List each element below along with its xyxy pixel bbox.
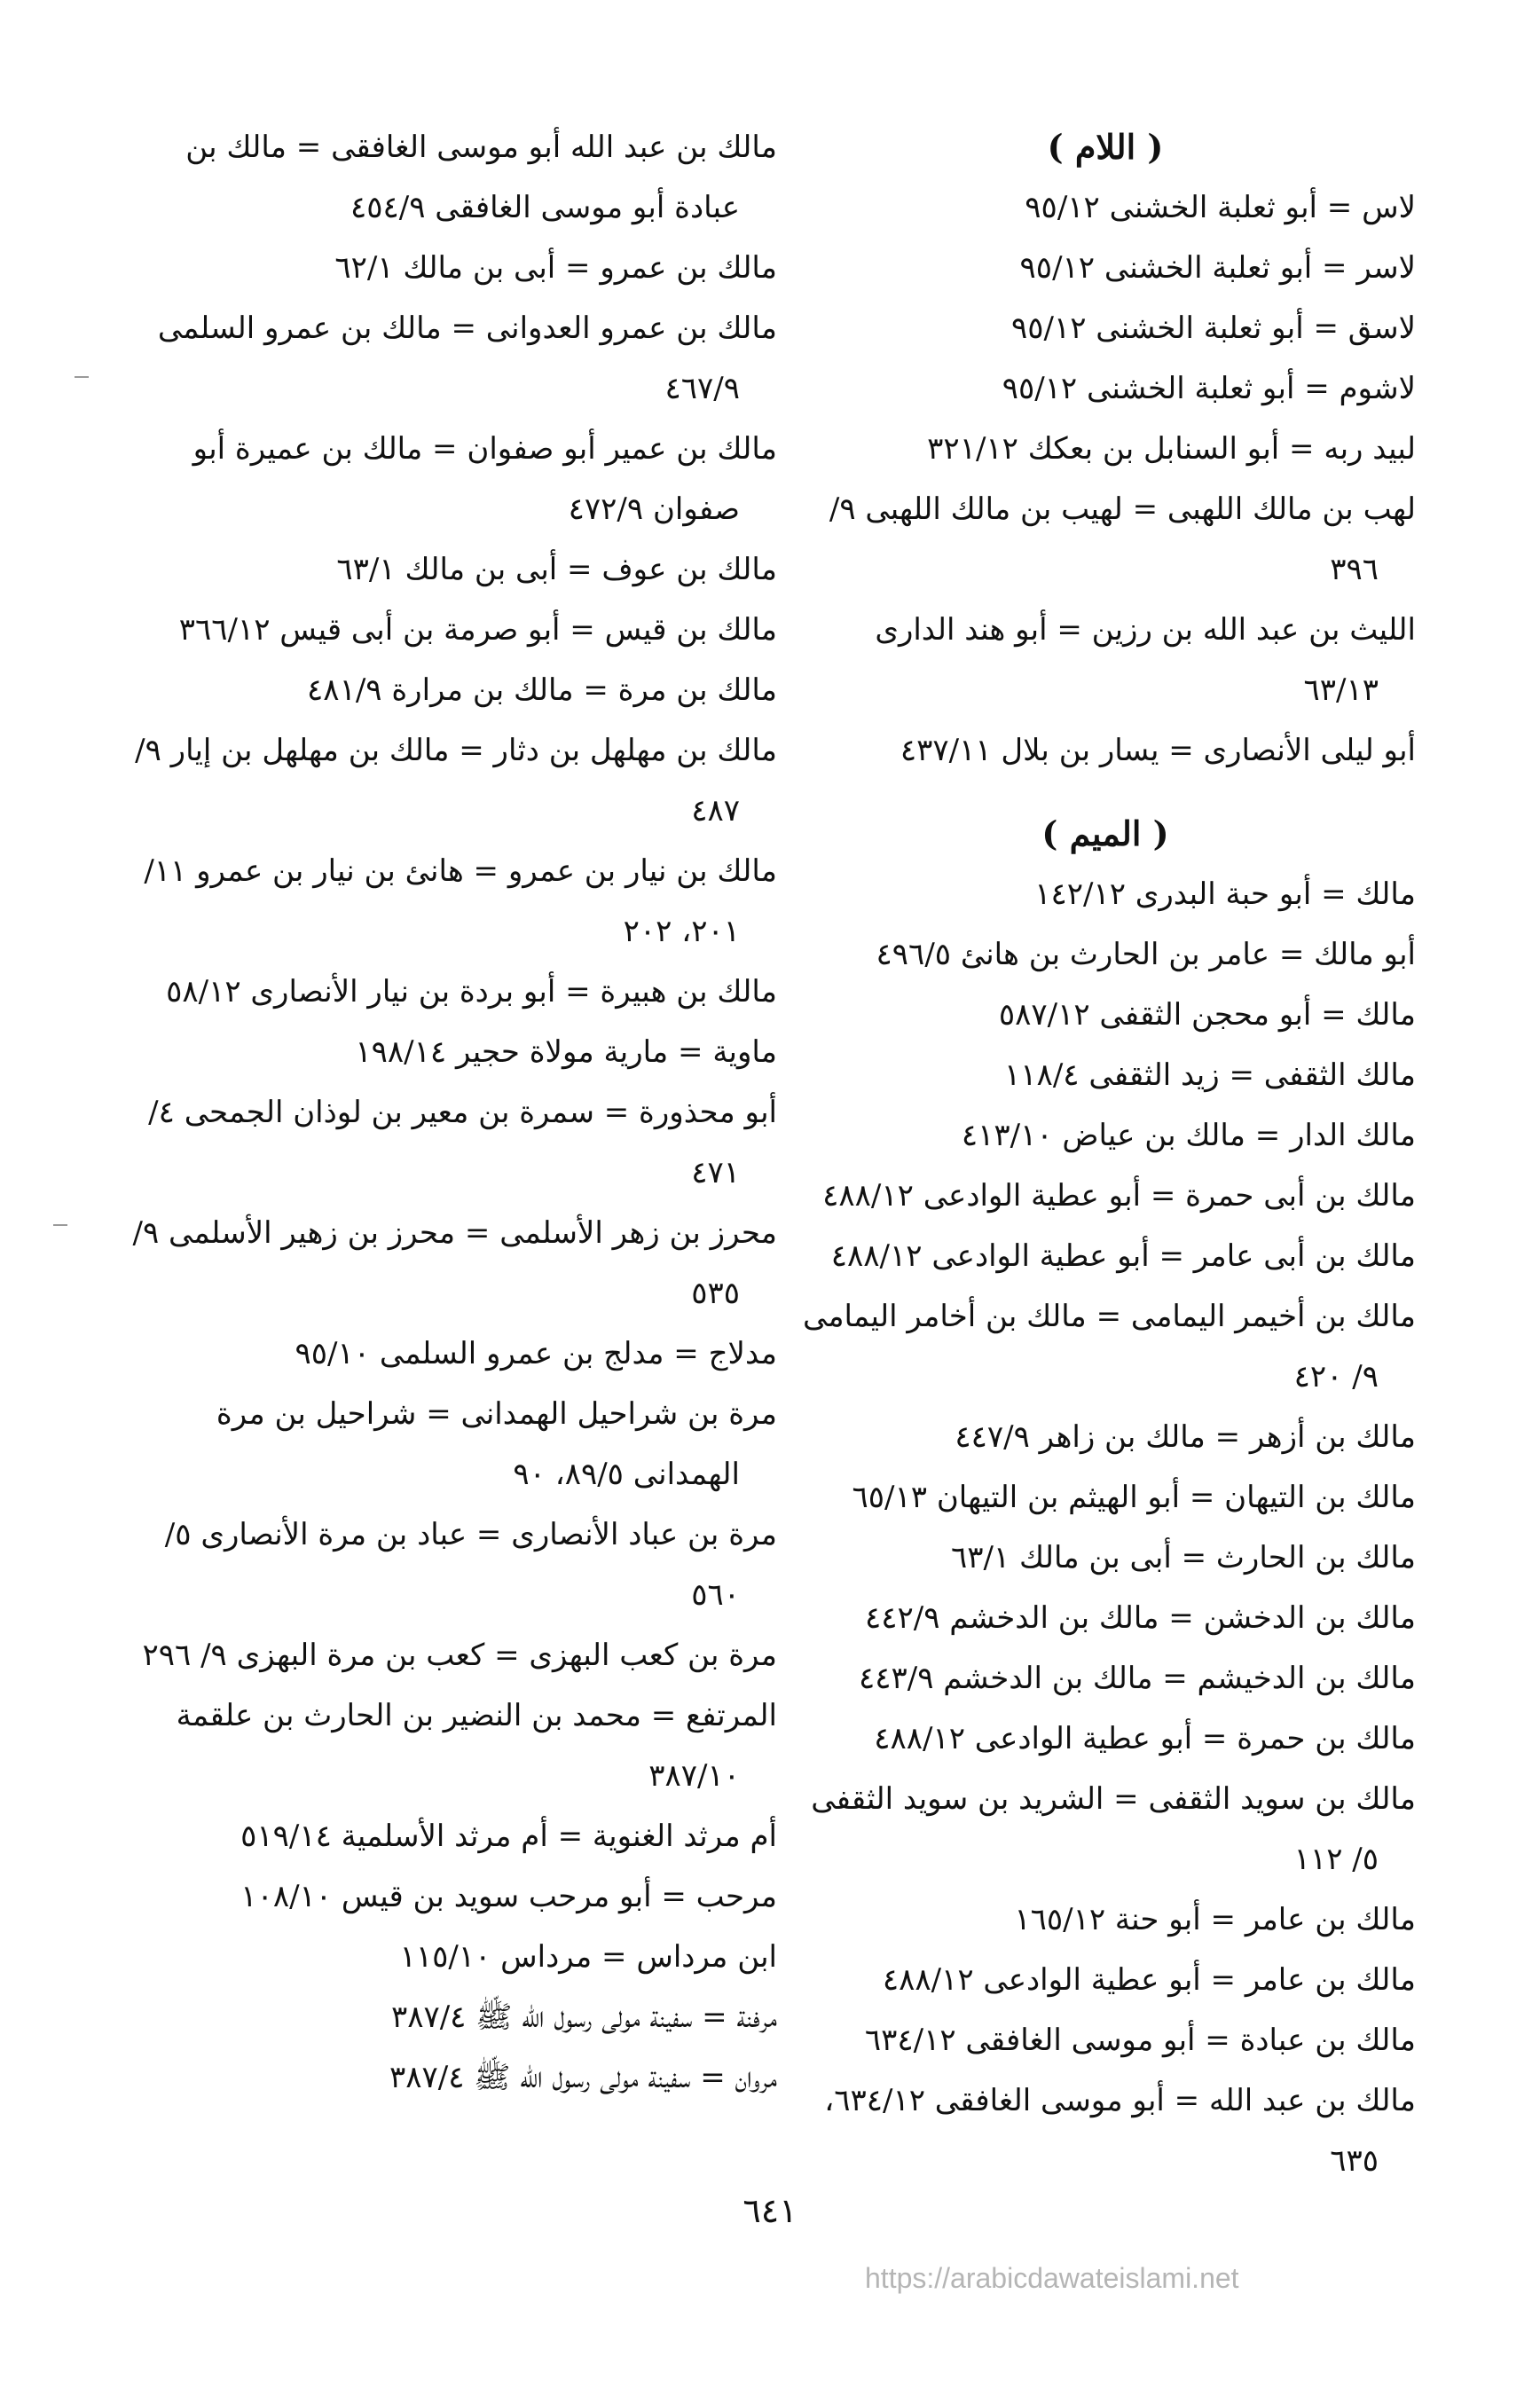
index-entry: مالك بن عبد الله أبو موسى الغافقى = مالك بن عبادة أبو موسى الغافقى ٤٥٤/٩ xyxy=(185,130,777,225)
left-column xyxy=(121,117,777,2108)
index-entry: مرحب = أبو مرحب سويد بن قيس ١٠٨/١٠ xyxy=(240,1879,777,1914)
index-entry: لهب بن مالك اللهبى = لهيب بن مالك اللهبى ٩/ ٣٩٦ xyxy=(829,491,1416,587)
index-entry: مالك الدار = مالك بن عياض ٤١٣/١٠ xyxy=(961,1118,1416,1153)
index-entry: مالك الثقفى = زيد الثقفى ١١٨/٤ xyxy=(1004,1057,1416,1093)
index-entry: مالك بن أبى عامر = أبو عطية الوادعى ٤٨٨/١٢ xyxy=(830,1238,1416,1274)
index-entry: مالك بن أبى حمرة = أبو عطية الوادعى ٤٨٨/١٢ xyxy=(822,1178,1416,1214)
index-entry: المرتفع = محمد بن النضير بن الحارث بن علقمة ٣٨٧/١٠ xyxy=(176,1698,777,1794)
page-number: ٦٤١ xyxy=(742,2191,798,2230)
index-entry: مرة بن عباد الأنصارى = عباد بن مرة الأنصارى ٥/ ٥٦٠ xyxy=(164,1517,777,1613)
index-entry: مالك بن عبد الله = أبو موسى الغافقى ٦٣٤/١٢، ٦٣٥ xyxy=(824,2083,1416,2179)
index-entry: مرة بن شراحيل الهمدانى = شراحيل بن مرة الهمدانى ٨٩/٥، ٩٠ xyxy=(216,1396,777,1492)
index-entry: أبو ليلى الأنصارى = يسار بن بلال ٤٣٧/١١ xyxy=(900,733,1416,768)
index-entry: مالك بن عوف = أبى بن مالك ٦٣/١ xyxy=(336,552,777,587)
index-entry: مدلاج = مدلج بن عمرو السلمى ٩٥/١٠ xyxy=(295,1336,777,1371)
index-entry: مالك بن الدخيشم = مالك بن الدخشم ٤٤٣/٩ xyxy=(858,1661,1416,1696)
index-entry: مالك = أبو محجن الثقفى ٥٨٧/١٢ xyxy=(998,997,1416,1033)
index-entry: لاشوم = أبو ثعلبة الخشنى ٩٥/١٢ xyxy=(1002,371,1416,406)
index-entry: مالك بن سويد الثقفى = الشريد بن سويد الثقفى ٥/ ١١٢ xyxy=(811,1781,1416,1877)
index-entry: مالك بن أزهر = مالك بن زاهر ٤٤٧/٩ xyxy=(955,1419,1416,1455)
index-entry: مالك بن أخيمر اليمامى = مالك بن أخامر اليمامى ٩/ ٤٢٠ xyxy=(802,1299,1416,1394)
index-entry: لاسر = أبو ثعلبة الخشنى ٩٥/١٢ xyxy=(1019,250,1416,286)
index-entry: الليث بن عبد الله بن رزين = أبو هند الدارى ٦٣/١٣ xyxy=(875,612,1416,708)
index-entry: مالك بن قيس = أبو صرمة بن أبى قيس ٣٦٦/١٢ xyxy=(178,612,777,648)
section-heading-lam: ( اللام ) xyxy=(1047,127,1164,167)
index-entry: مالك بن عمرو = أبى بن مالك ٦٢/١ xyxy=(334,250,777,286)
index-entry: محرز بن زهر الأسلمى = محرز بن زهير الأسلمى ٩/ ٥٣٥ xyxy=(132,1215,777,1311)
index-entry: مالك بن عبادة = أبو موسى الغافقى ٦٣٤/١٢ xyxy=(864,2023,1416,2058)
index-entry: مرفنة = سفينة مولى رسول الله ﷺ ٣٨٧/٤ xyxy=(390,1999,777,2035)
index-entry: مالك بن نيار بن عمرو = هانئ بن نيار بن عمرو ١١/ ٢٠١، ٢٠٢ xyxy=(144,853,777,949)
index-entry: مالك بن التيهان = أبو الهيثم بن التيهان ٦٥/١٣ xyxy=(852,1480,1416,1515)
index-entry: مالك بن مهلهل بن دثار = مالك بن مهلهل بن إيار ٩/ ٤٨٧ xyxy=(135,733,777,829)
index-entry: ماوية = مارية مولاة حجير ١٩٨/١٤ xyxy=(355,1034,777,1070)
right-column xyxy=(795,117,1416,2191)
index-entry: أبو مالك = عامر بن الحارث بن هانئ ٤٩٦/٥ xyxy=(876,937,1416,972)
section-heading-mim: ( الميم ) xyxy=(1041,813,1169,853)
watermark-url: https://arabicdawateislami.net xyxy=(865,2262,1239,2294)
scan-margin-mark xyxy=(53,1224,67,1226)
index-entry: مرة بن كعب البهزى = كعب بن مرة البهزى ٩/ ٢٩٦ xyxy=(142,1638,777,1673)
index-entry: مالك بن عامر = أبو حنة ١٦٥/١٢ xyxy=(1014,1902,1416,1937)
index-entry: مالك = أبو حبة البدرى ١٤٢/١٢ xyxy=(1034,876,1416,912)
index-entry: مالك بن عمرو العدوانى = مالك بن عمرو السلمى ٤٦٧/٩ xyxy=(157,310,777,406)
index-entry: لبيد ربه = أبو السنابل بن بعكك ٣٢١/١٢ xyxy=(927,431,1416,467)
index-entry: مالك بن عامر = أبو عطية الوادعى ٤٨٨/١٢ xyxy=(882,1962,1416,1998)
index-entry: أم مرثد الغنوية = أم مرثد الأسلمية ٥١٩/١٤ xyxy=(240,1819,777,1854)
index-entry: مروان = سفينة مولى رسول الله ﷺ ٣٨٧/٤ xyxy=(389,2060,777,2095)
index-entry: مالك بن مرة = مالك بن مرارة ٤٨١/٩ xyxy=(307,672,777,708)
index-entry: مالك بن هبيرة = أبو بردة بن نيار الأنصارى ٥٨/١٢ xyxy=(166,974,777,1010)
index-entry: أبو محذورة = سمرة بن معير بن لوذان الجمحى ٤/ ٤٧١ xyxy=(148,1095,777,1190)
index-entry: ابن مرداس = مرداس ١١٥/١٠ xyxy=(399,1939,777,1975)
index-entry: لاس = أبو ثعلبة الخشنى ٩٥/١٢ xyxy=(1025,190,1416,225)
index-entry: مالك بن الدخشن = مالك بن الدخشم ٤٤٢/٩ xyxy=(864,1600,1416,1636)
index-entry: مالك بن حمرة = أبو عطية الوادعى ٤٨٨/١٢ xyxy=(874,1721,1416,1756)
index-entry: مالك بن عمير أبو صفوان = مالك بن عميرة أبو صفوان ٤٧٢/٩ xyxy=(192,431,777,527)
index-entry: مالك بن الحارث = أبى بن مالك ٦٣/١ xyxy=(950,1540,1416,1575)
index-entry: لاسق = أبو ثعلبة الخشنى ٩٥/١٢ xyxy=(1010,310,1416,346)
scan-margin-mark xyxy=(75,376,89,378)
